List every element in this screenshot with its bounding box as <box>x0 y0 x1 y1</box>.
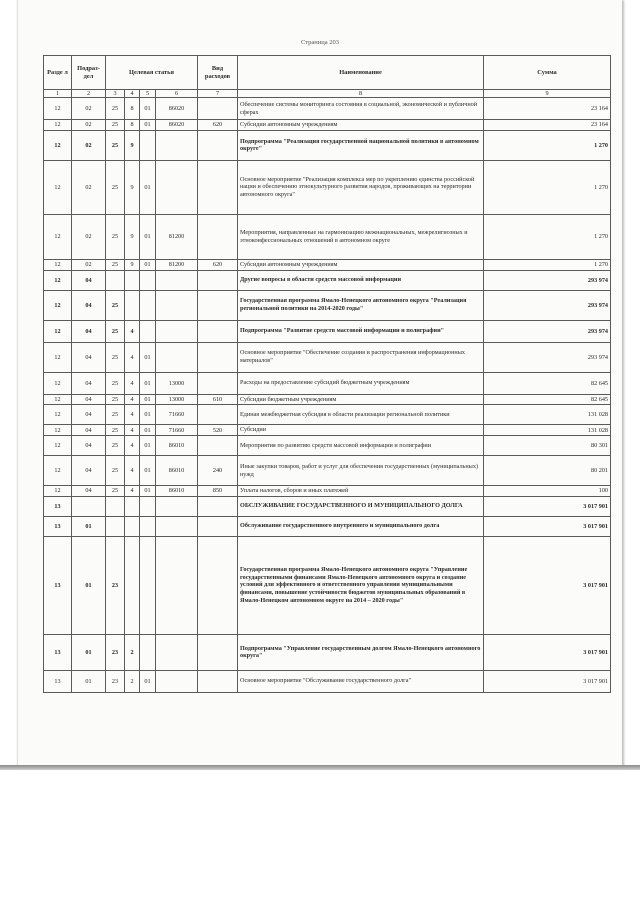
summa-cell: 293 974 <box>484 320 611 342</box>
table-row <box>44 394 611 405</box>
naimenovanie-cell: Субсидии автономным учреждениям <box>238 120 484 131</box>
naimenovanie-cell: Мероприятия, направленные на гармонизацию межнациональных, межрелигиозных и этноконфессиональных отношений в автономном округе <box>238 214 484 259</box>
celevaya-3-cell <box>140 516 156 536</box>
header-podrazdel: Подраз- дел <box>72 56 106 90</box>
celevaya-1-cell: 25 <box>106 486 125 497</box>
celevaya-2-cell: 9 <box>125 160 140 214</box>
celevaya-1-cell <box>106 516 125 536</box>
page-bottom-edge <box>0 765 640 770</box>
celevaya-2-cell <box>125 536 140 634</box>
summa-cell: 3 017 901 <box>484 516 611 536</box>
summa-cell: 1 270 <box>484 214 611 259</box>
celevaya-1-cell: 25 <box>106 160 125 214</box>
vid-rashodov-cell <box>198 270 238 290</box>
header-razdel: Разде л <box>44 56 72 90</box>
celevaya-1-cell: 25 <box>106 425 125 436</box>
razdel-cell: 12 <box>44 372 72 394</box>
razdel-cell: 12 <box>44 120 72 131</box>
index-cell: 3 <box>106 90 125 98</box>
celevaya-1-cell: 25 <box>106 214 125 259</box>
podrazdel-cell: 04 <box>72 405 106 425</box>
podrazdel-cell: 02 <box>72 160 106 214</box>
summa-cell: 1 270 <box>484 160 611 214</box>
table-row <box>44 634 611 670</box>
razdel-cell: 12 <box>44 320 72 342</box>
podrazdel-cell: 04 <box>72 486 106 497</box>
razdel-cell: 12 <box>44 290 72 320</box>
celevaya-2-cell <box>125 516 140 536</box>
index-cell: 4 <box>125 90 140 98</box>
celevaya-4-cell: 86010 <box>156 456 198 486</box>
celevaya-2-cell: 4 <box>125 372 140 394</box>
vid-rashodov-cell <box>198 320 238 342</box>
summa-cell: 100 <box>484 486 611 497</box>
razdel-cell: 12 <box>44 342 72 372</box>
celevaya-2-cell: 9 <box>125 214 140 259</box>
celevaya-4-cell <box>156 320 198 342</box>
celevaya-4-cell <box>156 160 198 214</box>
table-row <box>44 425 611 436</box>
celevaya-3-cell: 01 <box>140 670 156 692</box>
vid-rashodov-cell <box>198 98 238 120</box>
podrazdel-cell: 04 <box>72 290 106 320</box>
celevaya-3-cell <box>140 130 156 160</box>
naimenovanie-cell: Подпрограмма "Реализация государственной национальной политики в автономном округе" <box>238 130 484 160</box>
podrazdel-cell: 04 <box>72 456 106 486</box>
celevaya-4-cell <box>156 342 198 372</box>
celevaya-1-cell: 25 <box>106 290 125 320</box>
celevaya-3-cell: 01 <box>140 160 156 214</box>
summa-cell: 3 017 901 <box>484 496 611 516</box>
table-row <box>44 160 611 214</box>
index-cell: 6 <box>156 90 198 98</box>
naimenovanie-cell: Основное мероприятие "Обслуживание государственного долга" <box>238 670 484 692</box>
naimenovanie-cell: Подпрограмма "Управление государственным долгом Ямало-Ненецкого автономного округа" <box>238 634 484 670</box>
table-row <box>44 214 611 259</box>
podrazdel-cell: 04 <box>72 342 106 372</box>
celevaya-2-cell <box>125 270 140 290</box>
summa-cell: 3 017 901 <box>484 670 611 692</box>
celevaya-1-cell: 25 <box>106 436 125 456</box>
naimenovanie-cell: Обеспечение системы мониторинга состояния в социальной, экономической и публичной сферах <box>238 98 484 120</box>
vid-rashodov-cell <box>198 496 238 516</box>
vid-rashodov-cell: 850 <box>198 486 238 497</box>
celevaya-3-cell <box>140 320 156 342</box>
celevaya-3-cell: 01 <box>140 394 156 405</box>
razdel-cell: 13 <box>44 496 72 516</box>
vid-rashodov-cell: 520 <box>198 425 238 436</box>
table-row <box>44 372 611 394</box>
celevaya-1-cell <box>106 270 125 290</box>
summa-cell: 3 017 901 <box>484 536 611 634</box>
table-row <box>44 98 611 120</box>
header-celevaya-statya: Целевая статья <box>106 56 198 90</box>
summa-cell: 1 270 <box>484 130 611 160</box>
celevaya-4-cell <box>156 130 198 160</box>
razdel-cell: 13 <box>44 634 72 670</box>
naimenovanie-cell: Субсидии автономным учреждениям <box>238 259 484 270</box>
celevaya-2-cell: 4 <box>125 405 140 425</box>
celevaya-1-cell: 25 <box>106 98 125 120</box>
index-cell: 8 <box>238 90 484 98</box>
podrazdel-cell: 01 <box>72 536 106 634</box>
vid-rashodov-cell: 610 <box>198 394 238 405</box>
razdel-cell: 12 <box>44 405 72 425</box>
celevaya-4-cell <box>156 536 198 634</box>
summa-cell: 82 645 <box>484 394 611 405</box>
razdel-cell: 12 <box>44 160 72 214</box>
celevaya-2-cell <box>125 496 140 516</box>
naimenovanie-cell: Иные закупки товаров, работ и услуг для обеспечения государственных (муниципальных) нужд <box>238 456 484 486</box>
table-row <box>44 120 611 131</box>
podrazdel-cell: 01 <box>72 670 106 692</box>
page-number: Страница 203 <box>300 39 339 46</box>
vid-rashodov-cell: 620 <box>198 120 238 131</box>
vid-rashodov-cell <box>198 342 238 372</box>
table-row <box>44 259 611 270</box>
razdel-cell: 12 <box>44 259 72 270</box>
summa-cell: 80 301 <box>484 436 611 456</box>
razdel-cell: 13 <box>44 670 72 692</box>
celevaya-3-cell: 01 <box>140 372 156 394</box>
table-row <box>44 516 611 536</box>
podrazdel-cell: 04 <box>72 270 106 290</box>
naimenovanie-cell: Подпрограмма "Развитие средств массовой информации и полиграфии" <box>238 320 484 342</box>
podrazdel-cell: 04 <box>72 394 106 405</box>
header-vid-rashodov: Вид расходов <box>198 56 238 90</box>
razdel-cell: 12 <box>44 394 72 405</box>
celevaya-3-cell: 01 <box>140 120 156 131</box>
summa-cell: 131 028 <box>484 405 611 425</box>
celevaya-3-cell: 01 <box>140 342 156 372</box>
celevaya-3-cell: 01 <box>140 98 156 120</box>
naimenovanie-cell: Субсидии бюджетным учреждениям <box>238 394 484 405</box>
naimenovanie-cell: Субсидии <box>238 425 484 436</box>
razdel-cell: 12 <box>44 456 72 486</box>
celevaya-1-cell: 25 <box>106 405 125 425</box>
vid-rashodov-cell <box>198 214 238 259</box>
header-naimenovanie: Наименование <box>238 56 484 90</box>
summa-cell: 23 164 <box>484 98 611 120</box>
celevaya-3-cell: 01 <box>140 486 156 497</box>
celevaya-4-cell: 81200 <box>156 259 198 270</box>
table-row <box>44 290 611 320</box>
summa-cell: 82 645 <box>484 372 611 394</box>
celevaya-2-cell: 4 <box>125 320 140 342</box>
celevaya-3-cell: 01 <box>140 214 156 259</box>
celevaya-2-cell: 4 <box>125 486 140 497</box>
celevaya-3-cell: 01 <box>140 425 156 436</box>
vid-rashodov-cell <box>198 536 238 634</box>
summa-cell: 293 974 <box>484 270 611 290</box>
naimenovanie-cell: Мероприятия по развитию средств массовой информации и полиграфии <box>238 436 484 456</box>
celevaya-2-cell: 4 <box>125 425 140 436</box>
vid-rashodov-cell <box>198 516 238 536</box>
celevaya-4-cell: 86020 <box>156 120 198 131</box>
header-summa: Сумма <box>484 56 611 90</box>
vid-rashodov-cell <box>198 436 238 456</box>
table-row <box>44 496 611 516</box>
podrazdel-cell: 02 <box>72 130 106 160</box>
celevaya-4-cell: 13000 <box>156 372 198 394</box>
celevaya-2-cell: 2 <box>125 670 140 692</box>
vid-rashodov-cell <box>198 130 238 160</box>
razdel-cell: 12 <box>44 425 72 436</box>
razdel-cell: 12 <box>44 98 72 120</box>
naimenovanie-cell: Государственная программа Ямало-Ненецкого автономного округа "Реализация региональной политики на 2014-2020 годы" <box>238 290 484 320</box>
celevaya-4-cell: 13000 <box>156 394 198 405</box>
celevaya-4-cell: 86010 <box>156 436 198 456</box>
index-cell: 7 <box>198 90 238 98</box>
column-index-row <box>44 90 611 98</box>
podrazdel-cell: 04 <box>72 436 106 456</box>
celevaya-1-cell: 25 <box>106 120 125 131</box>
celevaya-4-cell <box>156 290 198 320</box>
table-row <box>44 436 611 456</box>
naimenovanie-cell: Основное мероприятие "Реализация комплекса мер по укреплению единства российской нации и обеспечению этнокультурного развития народов, проживающих на территории автономного округа" <box>238 160 484 214</box>
vid-rashodov-cell: 620 <box>198 259 238 270</box>
celevaya-1-cell: 25 <box>106 320 125 342</box>
celevaya-3-cell <box>140 634 156 670</box>
summa-cell: 293 974 <box>484 342 611 372</box>
podrazdel-cell: 01 <box>72 516 106 536</box>
podrazdel-cell: 04 <box>72 372 106 394</box>
podrazdel-cell: 01 <box>72 634 106 670</box>
celevaya-3-cell: 01 <box>140 259 156 270</box>
razdel-cell: 12 <box>44 130 72 160</box>
celevaya-4-cell <box>156 634 198 670</box>
podrazdel-cell: 04 <box>72 320 106 342</box>
vid-rashodov-cell <box>198 634 238 670</box>
podrazdel-cell <box>72 496 106 516</box>
naimenovanie-cell: Другие вопросы в области средств массовой информации <box>238 270 484 290</box>
celevaya-4-cell <box>156 670 198 692</box>
naimenovanie-cell: Уплата налогов, сборов и иных платежей <box>238 486 484 497</box>
budget-table <box>43 55 611 693</box>
razdel-cell: 13 <box>44 516 72 536</box>
index-cell: 5 <box>140 90 156 98</box>
celevaya-1-cell: 25 <box>106 130 125 160</box>
table-row <box>44 405 611 425</box>
podrazdel-cell: 02 <box>72 120 106 131</box>
index-cell: 2 <box>72 90 106 98</box>
celevaya-4-cell <box>156 270 198 290</box>
naimenovanie-cell: ОБСЛУЖИВАНИЕ ГОСУДАРСТВЕННОГО И МУНИЦИПАЛЬНОГО ДОЛГА <box>238 496 484 516</box>
celevaya-3-cell <box>140 290 156 320</box>
table-row <box>44 320 611 342</box>
razdel-cell: 12 <box>44 214 72 259</box>
table-row <box>44 456 611 486</box>
celevaya-4-cell: 71660 <box>156 405 198 425</box>
celevaya-2-cell: 9 <box>125 130 140 160</box>
podrazdel-cell: 02 <box>72 259 106 270</box>
summa-cell: 131 028 <box>484 425 611 436</box>
celevaya-2-cell: 4 <box>125 456 140 486</box>
celevaya-4-cell <box>156 496 198 516</box>
celevaya-2-cell: 2 <box>125 634 140 670</box>
podrazdel-cell: 04 <box>72 425 106 436</box>
celevaya-3-cell: 01 <box>140 405 156 425</box>
razdel-cell: 12 <box>44 436 72 456</box>
razdel-cell: 12 <box>44 270 72 290</box>
table-row <box>44 270 611 290</box>
table-row <box>44 130 611 160</box>
celevaya-3-cell <box>140 536 156 634</box>
razdel-cell: 12 <box>44 486 72 497</box>
celevaya-1-cell: 23 <box>106 536 125 634</box>
podrazdel-cell: 02 <box>72 214 106 259</box>
celevaya-1-cell: 25 <box>106 372 125 394</box>
summa-cell: 1 270 <box>484 259 611 270</box>
vid-rashodov-cell <box>198 290 238 320</box>
celevaya-1-cell: 23 <box>106 634 125 670</box>
naimenovanie-cell: Расходы на предоставление субсидий бюджетным учреждениям <box>238 372 484 394</box>
celevaya-3-cell: 01 <box>140 456 156 486</box>
celevaya-4-cell: 86020 <box>156 98 198 120</box>
celevaya-1-cell: 23 <box>106 670 125 692</box>
table-row <box>44 342 611 372</box>
celevaya-3-cell <box>140 496 156 516</box>
vid-rashodov-cell: 240 <box>198 456 238 486</box>
table-row <box>44 536 611 634</box>
table-row <box>44 670 611 692</box>
celevaya-1-cell: 25 <box>106 394 125 405</box>
summa-cell: 3 017 901 <box>484 634 611 670</box>
celevaya-2-cell: 4 <box>125 394 140 405</box>
celevaya-1-cell <box>106 496 125 516</box>
celevaya-2-cell: 8 <box>125 98 140 120</box>
vid-rashodov-cell <box>198 160 238 214</box>
naimenovanie-cell: Обслуживание государственного внутреннего и муниципального долга <box>238 516 484 536</box>
celevaya-2-cell <box>125 290 140 320</box>
index-cell: 1 <box>44 90 72 98</box>
celevaya-3-cell <box>140 270 156 290</box>
vid-rashodov-cell <box>198 405 238 425</box>
celevaya-4-cell <box>156 516 198 536</box>
celevaya-3-cell: 01 <box>140 436 156 456</box>
celevaya-4-cell: 86010 <box>156 486 198 497</box>
summa-cell: 23 164 <box>484 120 611 131</box>
index-cell: 9 <box>484 90 611 98</box>
razdel-cell: 13 <box>44 536 72 634</box>
vid-rashodov-cell <box>198 372 238 394</box>
naimenovanie-cell: Единая межбюджетная субсидия в области реализации региональной политики <box>238 405 484 425</box>
celevaya-2-cell: 4 <box>125 436 140 456</box>
celevaya-2-cell: 9 <box>125 259 140 270</box>
naimenovanie-cell: Основное мероприятие "Обеспечение создания и распространения информационных материалов" <box>238 342 484 372</box>
celevaya-1-cell: 25 <box>106 342 125 372</box>
summa-cell: 80 201 <box>484 456 611 486</box>
celevaya-2-cell: 8 <box>125 120 140 131</box>
celevaya-1-cell: 25 <box>106 456 125 486</box>
podrazdel-cell: 02 <box>72 98 106 120</box>
table-row <box>44 486 611 497</box>
summa-cell: 293 974 <box>484 290 611 320</box>
celevaya-2-cell: 4 <box>125 342 140 372</box>
celevaya-1-cell: 25 <box>106 259 125 270</box>
naimenovanie-cell: Государственная программа Ямало-Ненецкого автономного округа "Управление государственными финансами Ямало-Ненецкого автономного округа и создание условий для эффективного и ответственного управления муниципальными финансами, повышение устойчивости бюджетов муниципальных образований в Ямало-Ненецком автономном округе на 2014 – 2020 годы" <box>238 536 484 634</box>
table-body <box>44 98 611 693</box>
celevaya-4-cell: 71660 <box>156 425 198 436</box>
vid-rashodov-cell <box>198 670 238 692</box>
celevaya-4-cell: 81200 <box>156 214 198 259</box>
